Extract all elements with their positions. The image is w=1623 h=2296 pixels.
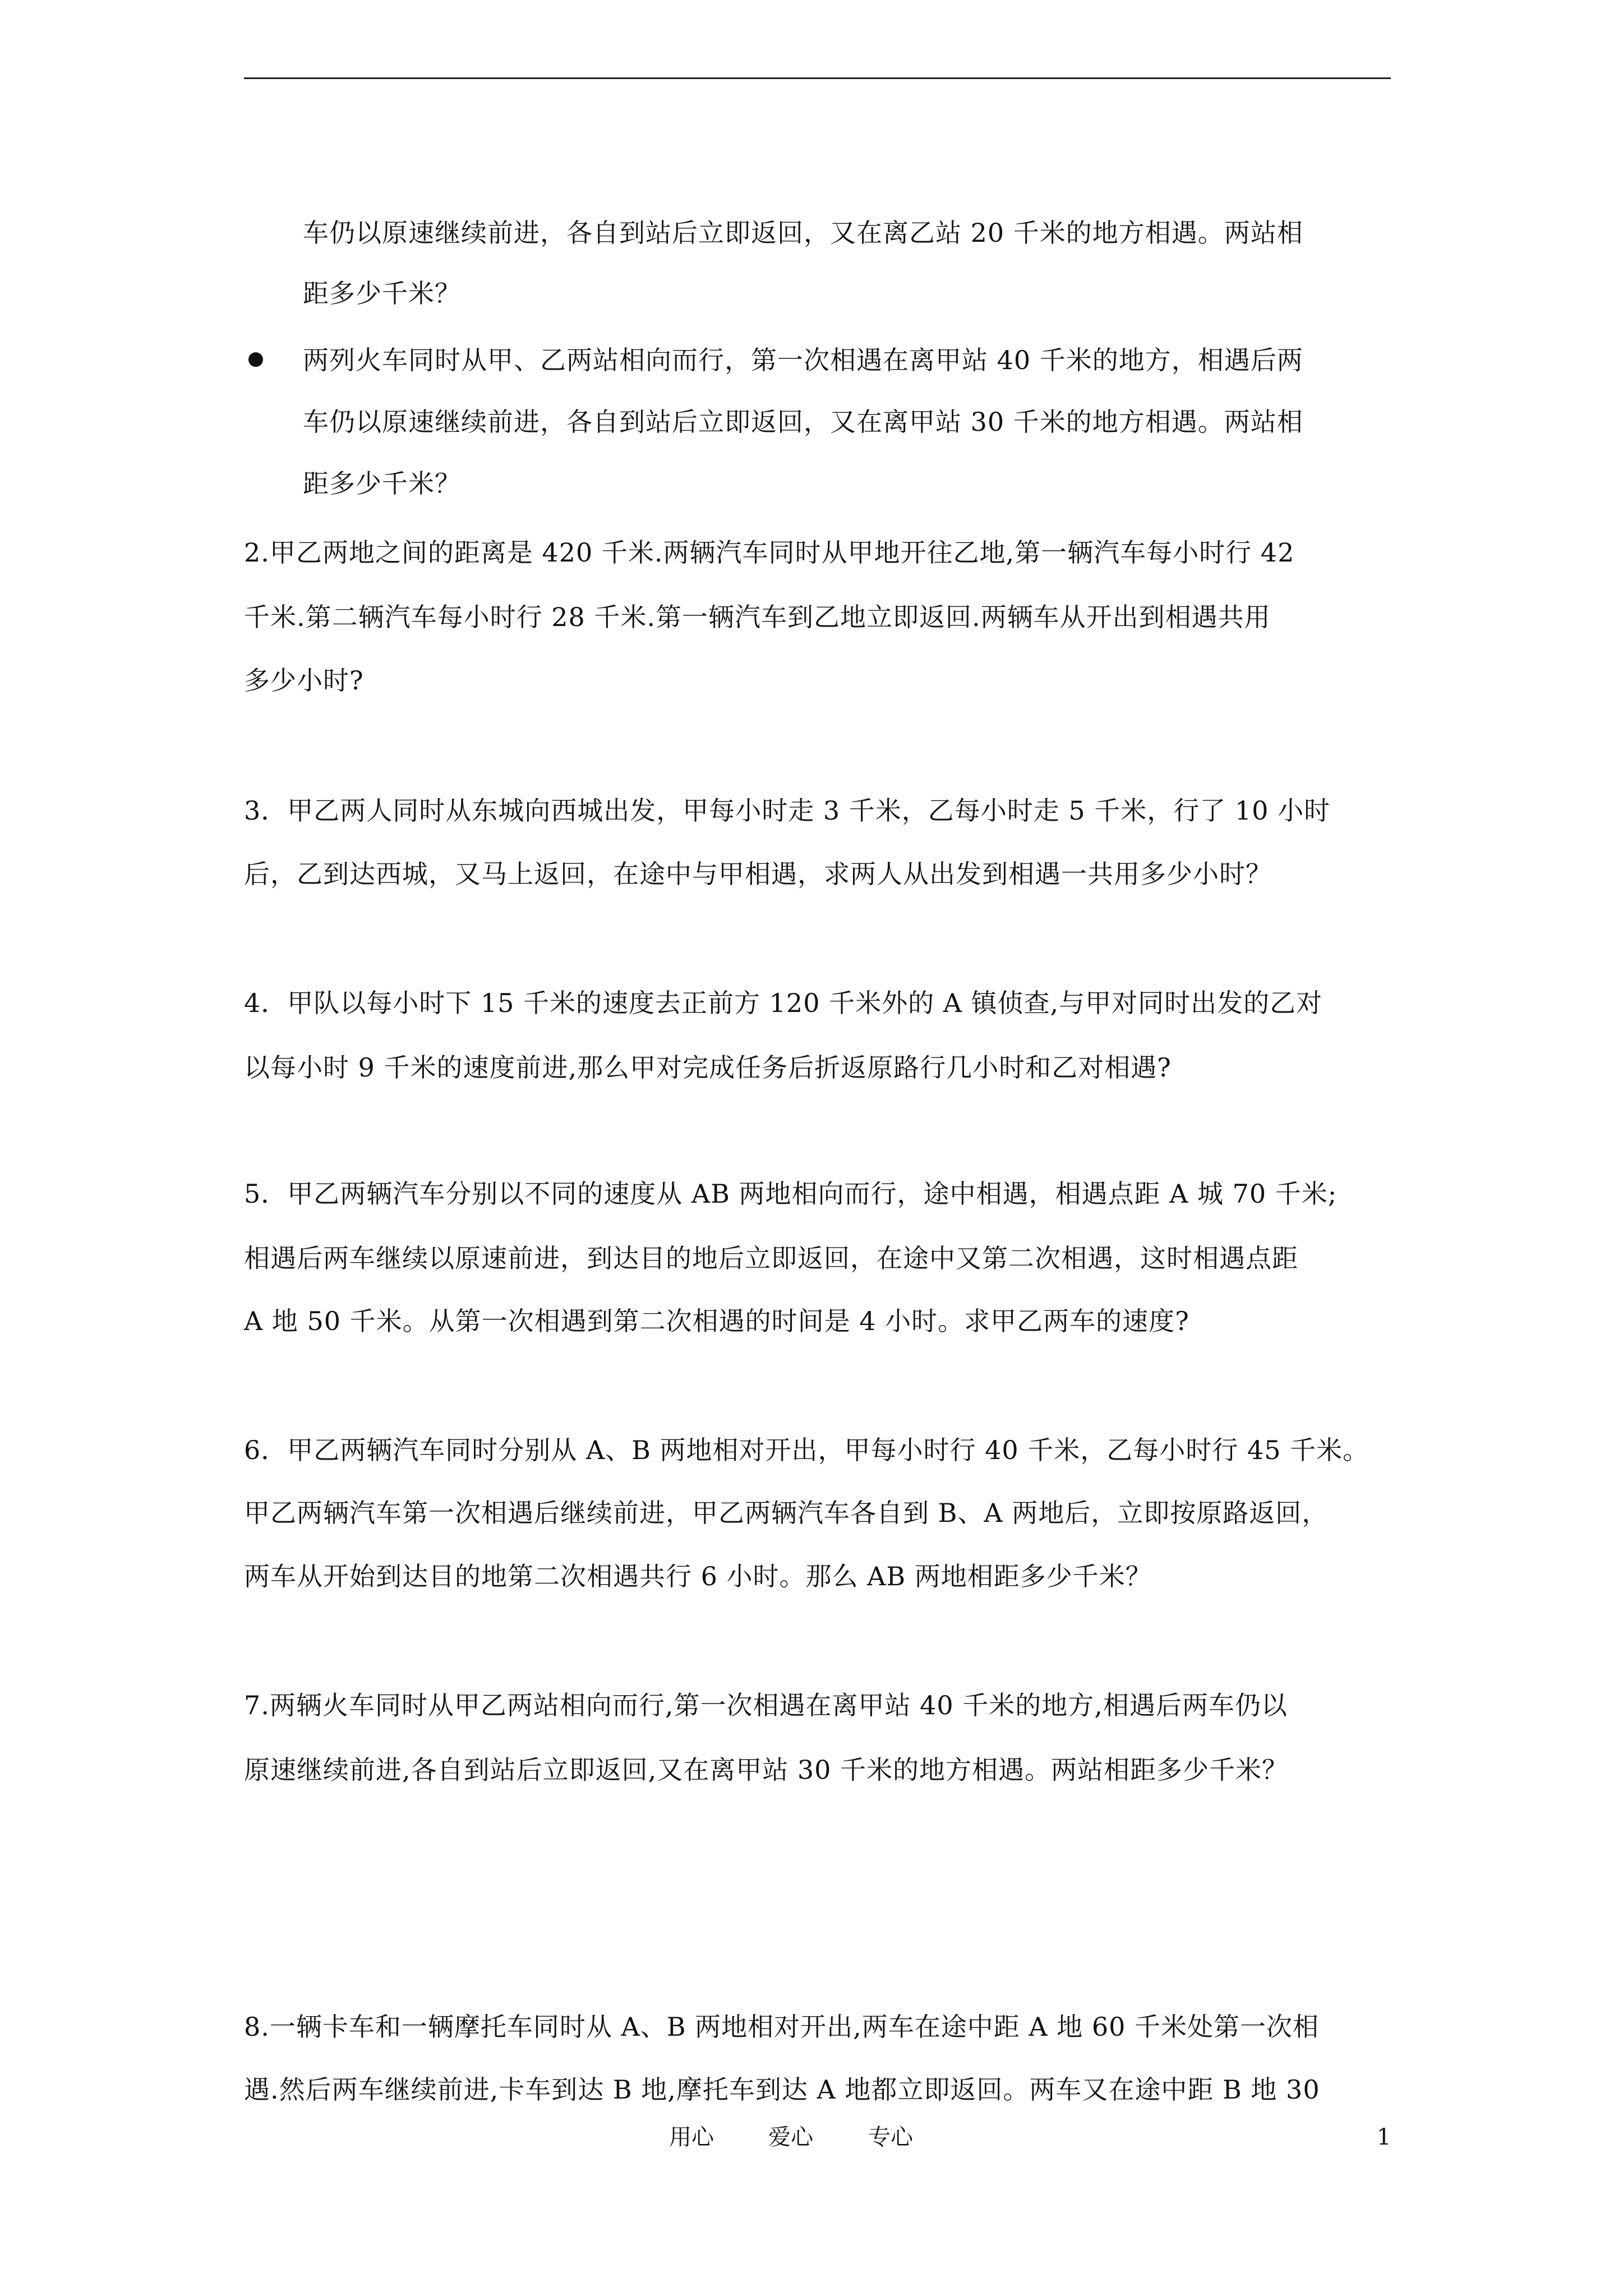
- footer-left: 用心: [669, 2124, 714, 2150]
- footer-right: 专心: [868, 2124, 913, 2150]
- q2-line-3: 多少小时?: [244, 665, 364, 696]
- q3-line-2: 后，乙到达西城，又马上返回，在途中与甲相遇，求两人从出发到相遇一共用多少小时？: [244, 859, 1272, 889]
- footer-middle: 爱心: [768, 2124, 813, 2150]
- q2-line-2: 千米.第二辆汽车每小时行 28 千米.第一辆汽车到乙地立即返回.两辆车从开出到相遇共用: [244, 602, 1271, 632]
- q6-line-3: 两车从开始到达目的地第二次相遇共行 6 小时。那么 AB 两地相距多少千米？: [244, 1561, 1152, 1591]
- q7-line-2: 原速继续前进,各自到站后立即返回,又在离甲站 30 千米的地方相遇。两站相距多少千米？: [244, 1755, 1289, 1785]
- frag-line-2: 距多少千米？: [303, 278, 461, 309]
- q7-line-1: 7.两辆火车同时从甲乙两站相向而行,第一次相遇在离甲站 40 千米的地方,相遇后两车仍以: [244, 1690, 1288, 1720]
- q8-line-2: 遇.然后两车继续前进,卡车到达 B 地,摩托车到达 A 地都立即返回。两车又在途中距 B 地 30: [244, 2074, 1320, 2105]
- q6-line-1: 6．甲乙两辆汽车同时分别从 A、B 两地相对开出，甲每小时行 40 千米，乙每小时行 45 千米。: [244, 1435, 1370, 1465]
- q3-line-1: 3．甲乙两人同时从东城向西城出发，甲每小时走 3 千米，乙每小时走 5 千米，行了 10 小时: [244, 795, 1331, 826]
- q2-line-1: 2.甲乙两地之间的距离是 420 千米.两辆汽车同时从甲地开往乙地,第一辆汽车每小时行 42: [244, 537, 1295, 568]
- q6-line-2: 甲乙两辆汽车第一次相遇后继续前进，甲乙两辆汽车各自到 B、A 两地后，立即按原路返回，: [244, 1498, 1329, 1528]
- q4-line-1: 4．甲队以每小时下 15 千米的速度去正前方 120 千米外的 A 镇侦查,与甲对同时出发的乙对: [244, 988, 1323, 1018]
- q5-line-3: A 地 50 千米。从第一次相遇到第二次相遇的时间是 4 小时。求甲乙两车的速度?: [244, 1306, 1189, 1336]
- bullet-line-3: 距多少千米？: [303, 468, 461, 499]
- bullet-icon: [248, 352, 263, 367]
- q8-line-1: 8.一辆卡车和一辆摩托车同时从 A、B 两地相对开出,两车在途中距 A 地 60 千米处第一次相: [244, 2012, 1320, 2042]
- bullet-line-1: 两列火车同时从甲、乙两站相向而行，第一次相遇在离甲站 40 千米的地方，相遇后两: [303, 345, 1303, 375]
- q5-line-1: 5．甲乙两辆汽车分别以不同的速度从 AB 两地相向而行，途中相遇，相遇点距 A 城 70 千米;: [244, 1179, 1338, 1209]
- q5-line-2: 相遇后两车继续以原速前进，到达目的地后立即返回，在途中又第二次相遇，这时相遇点距: [244, 1243, 1298, 1273]
- q4-line-2: 以每小时 9 千米的速度前进,那么甲对完成任务后折返原路行几小时和乙对相遇?: [244, 1052, 1172, 1083]
- page-number: 1: [1377, 2124, 1391, 2150]
- header-rule: [244, 77, 1391, 79]
- bullet-line-2: 车仍以原速继续前进，各自到站后立即返回，又在离甲站 30 千米的地方相遇。两站相: [303, 407, 1303, 437]
- frag-line-1: 车仍以原速继续前进，各自到站后立即返回，又在离乙站 20 千米的地方相遇。两站相: [303, 218, 1303, 248]
